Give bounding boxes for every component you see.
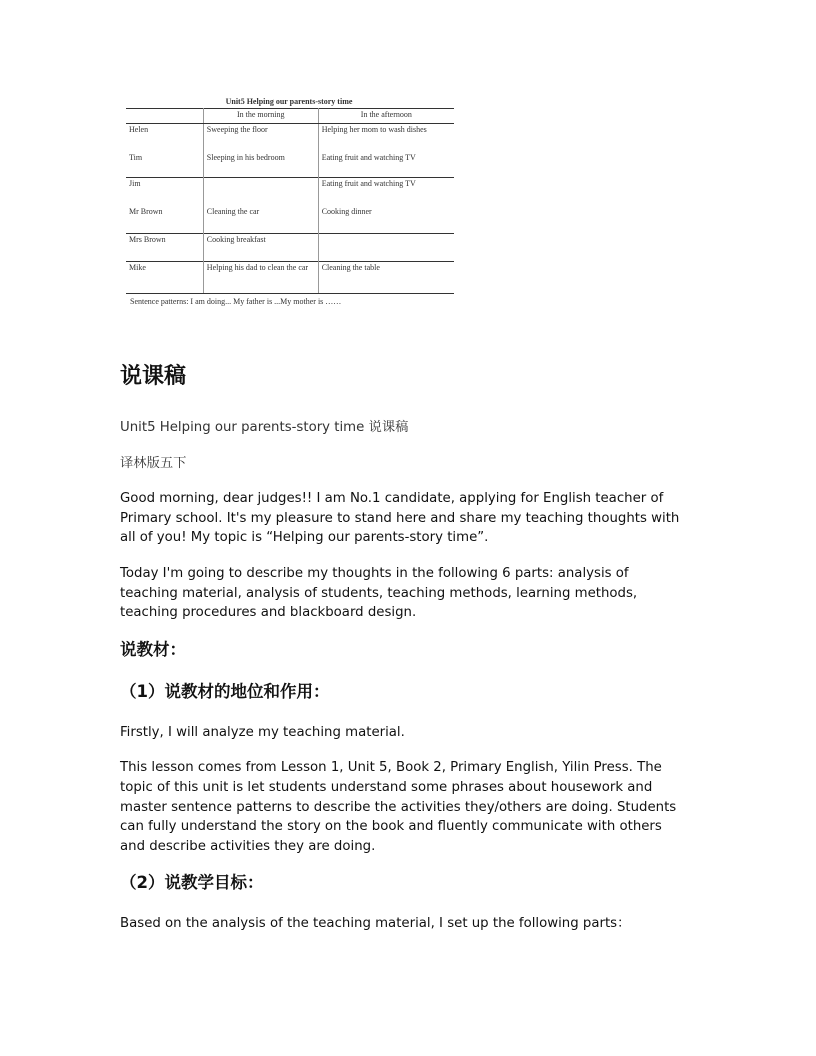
document-subtitle: Unit5 Helping our parents-story time 说课稿 xyxy=(120,420,409,435)
figure-note: Sentence patterns: I am doing... My father is ...My mother is …… xyxy=(130,297,342,306)
figure-title: Unit5 Helping our parents-story time xyxy=(225,97,353,106)
table-row xyxy=(126,262,454,294)
subsection-heading-position: （1）说教材的地位和作用： xyxy=(120,681,330,701)
subsection-heading-goals: （2）说教学目标： xyxy=(120,873,264,893)
table-cell: Cooking breakfast xyxy=(203,234,318,262)
table-cell xyxy=(203,178,318,206)
table-row xyxy=(126,124,454,152)
table-header-cell: In the morning xyxy=(203,109,318,124)
table-cell: Sleeping in his bedroom xyxy=(203,152,318,178)
table-cell: Eating fruit and watching TV xyxy=(321,152,416,162)
page-title: 说课稿 xyxy=(120,364,187,389)
paragraph-firstly: Firstly, I will analyze my teaching material. xyxy=(120,724,405,740)
table-cell: Eating fruit and watching TV xyxy=(318,178,454,206)
table-row xyxy=(126,178,454,206)
table-cell: Helping his dad to clean the car xyxy=(203,262,318,294)
table-cell: Cooking dinner xyxy=(321,206,372,216)
table-cell: Mrs Brown xyxy=(126,234,203,262)
document-body xyxy=(120,362,690,950)
story-table xyxy=(126,108,454,294)
table-cell: Mike xyxy=(126,262,203,294)
table-cell xyxy=(318,234,454,262)
table-cell: Helping her mom to wash dishes xyxy=(321,125,427,134)
table-cell: Mr Brown xyxy=(126,206,203,234)
table-header-cell: In the afternoon xyxy=(318,109,454,124)
edition-label: 译林版五下 xyxy=(120,455,187,471)
table-header-row xyxy=(126,109,454,124)
table-row xyxy=(126,206,454,234)
table-row xyxy=(126,152,454,178)
table-cell: Tim xyxy=(126,152,203,178)
paragraph-outline: Today I'm going to describe my thoughts in the following 6 parts: analysis of teaching material, analysis of students, teaching methods, learning methods, teaching procedures and blackboard design. xyxy=(120,565,638,621)
table-cell: Jim xyxy=(126,178,203,206)
paragraph-greeting: Good morning, dear judges!! I am No.1 candidate, applying for English teacher of Primary school. It's my pleasure to stand here and share my teaching thoughts with all of you! My topic is “Helping our parents-story time”. xyxy=(120,491,680,546)
story-table-figure xyxy=(124,96,460,306)
section-heading-material: 说教材： xyxy=(120,639,186,659)
table-cell: Sweeping the floor xyxy=(203,124,318,152)
table-header-cell xyxy=(126,109,203,124)
table-cell: Cleaning the car xyxy=(203,206,318,234)
table-cell: Helen xyxy=(126,124,203,152)
table-row xyxy=(126,234,454,262)
table-cell: Cleaning the table xyxy=(318,262,454,294)
paragraph-lesson-source: This lesson comes from Lesson 1, Unit 5, Book 2, Primary English, Yilin Press. The topic of this unit is let students understand some phrases about housework and master sentence patterns to describe the activities they/others are doing. Students can fully understand the story on the book and fluently communicate with others and describe activities they are doing. xyxy=(120,760,677,854)
paragraph-goals-intro: Based on the analysis of the teaching material, I set up the following parts： xyxy=(120,916,631,932)
